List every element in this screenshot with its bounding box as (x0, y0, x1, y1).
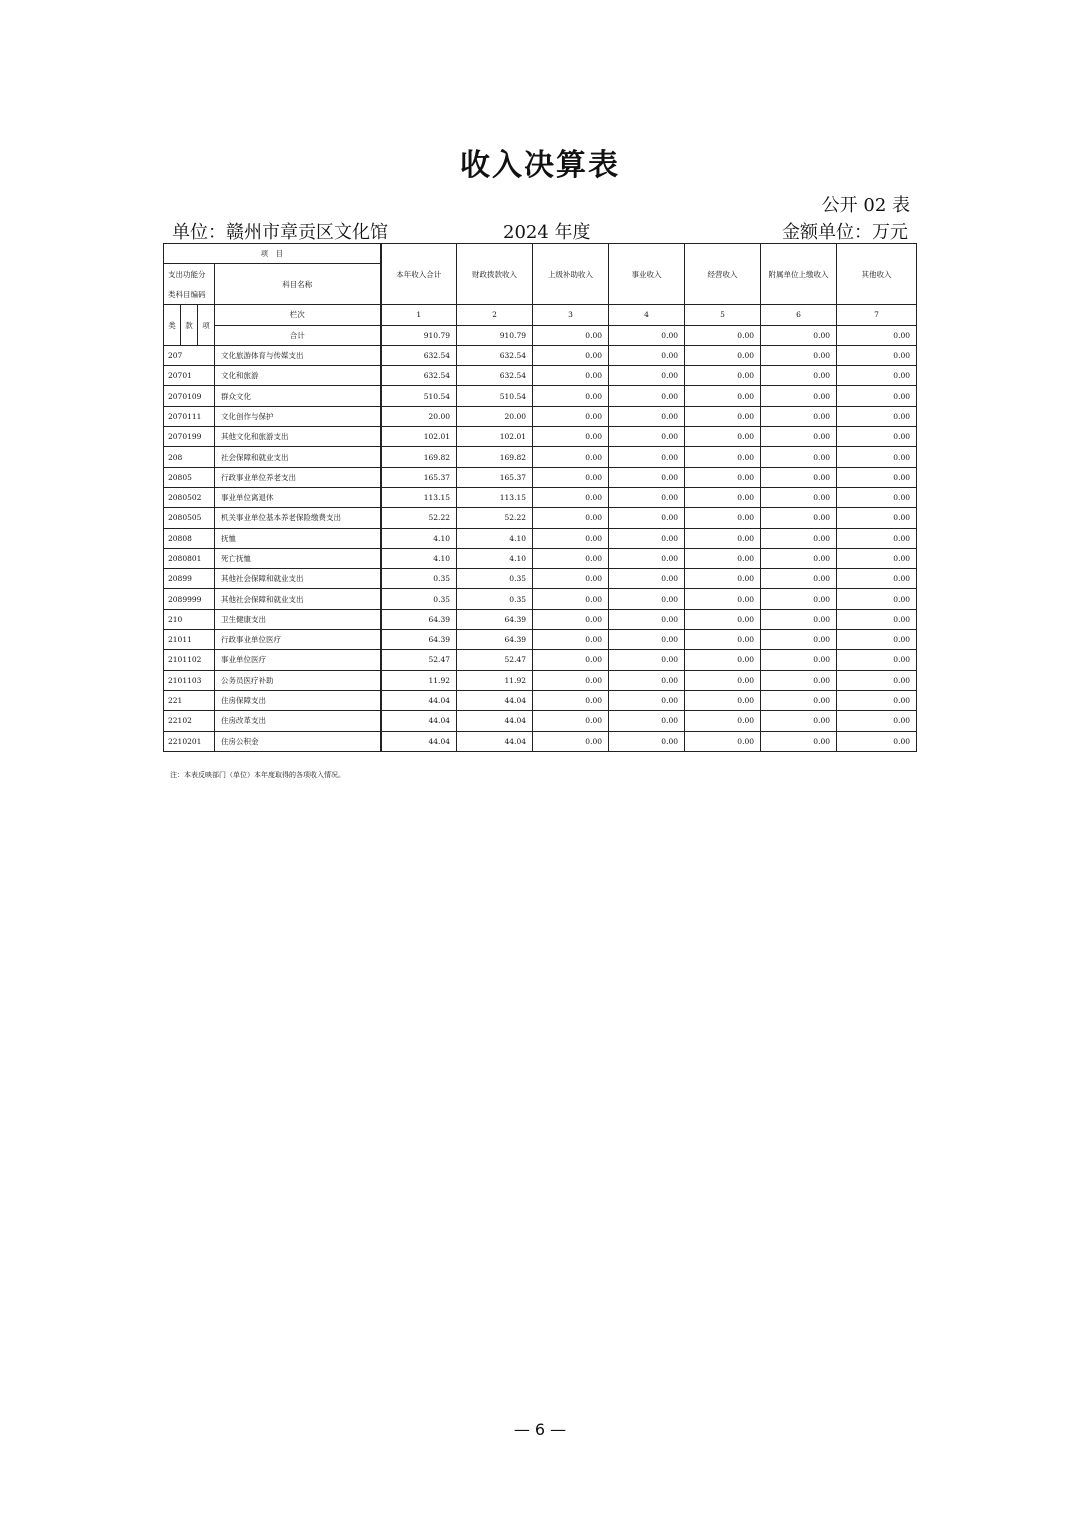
value-cell: 0.00 (609, 467, 685, 487)
value-cell: 0.00 (837, 406, 917, 426)
value-cell: 0.00 (761, 427, 837, 447)
value-cell: 0.00 (761, 630, 837, 650)
value-cell: 0.00 (761, 386, 837, 406)
value-cell: 20.00 (457, 406, 533, 426)
value-cell: 0.00 (761, 406, 837, 426)
func-code-header-2: 类科目编码 (164, 284, 215, 305)
value-cell: 0.00 (533, 548, 609, 568)
income-table (163, 243, 917, 752)
value-cell: 0.00 (533, 487, 609, 507)
col-number: 7 (837, 305, 917, 325)
subject-name-cell: 住房公积金 (215, 731, 381, 751)
value-cell: 0.00 (609, 731, 685, 751)
value-cell: 0.00 (609, 711, 685, 731)
func-code-cell: 210 (164, 609, 215, 629)
value-cell: 0.00 (685, 427, 761, 447)
subject-name-header: 科目名称 (215, 264, 381, 305)
value-cell: 0.00 (837, 386, 917, 406)
subject-name-cell: 事业单位离退休 (215, 487, 381, 507)
func-code-cell: 2080505 (164, 508, 215, 528)
page-number: — 6 — (513, 1420, 567, 1439)
value-cell: 632.54 (381, 366, 457, 386)
value-cell: 0.00 (761, 548, 837, 568)
value-cell: 510.54 (381, 386, 457, 406)
unit-label: 单位：赣州市章贡区文化馆 (172, 222, 388, 243)
value-cell: 0.35 (457, 589, 533, 609)
table-row (164, 630, 917, 650)
value-cell: 0.00 (837, 650, 917, 670)
total-label: 合计 (215, 325, 381, 345)
col-number: 6 (761, 305, 837, 325)
func-code-cell: 20899 (164, 569, 215, 589)
value-cell: 0.00 (609, 406, 685, 426)
table-row (164, 548, 917, 568)
total-value: 0.00 (609, 325, 685, 345)
value-cell: 0.00 (533, 467, 609, 487)
value-cell: 0.00 (609, 447, 685, 467)
page-title: 收入决算表 (460, 148, 620, 183)
value-cell: 0.00 (685, 487, 761, 507)
func-code-cell: 22102 (164, 711, 215, 731)
value-cell: 0.00 (685, 690, 761, 710)
value-cell: 4.10 (381, 528, 457, 548)
subject-name-cell: 行政事业单位医疗 (215, 630, 381, 650)
table-row (164, 690, 917, 710)
value-cell: 44.04 (457, 690, 533, 710)
value-cell: 0.00 (837, 569, 917, 589)
value-cell: 64.39 (381, 609, 457, 629)
func-code-cell: 21011 (164, 630, 215, 650)
value-cell: 0.00 (761, 345, 837, 365)
col-number: 3 (533, 305, 609, 325)
value-cell: 4.10 (381, 548, 457, 568)
col-number: 1 (381, 305, 457, 325)
value-cell: 0.00 (761, 609, 837, 629)
value-cell: 11.92 (381, 670, 457, 690)
col-header: 附属单位上缴收入 (761, 244, 837, 305)
col-number: 5 (685, 305, 761, 325)
value-cell: 0.00 (609, 630, 685, 650)
value-cell: 113.15 (381, 487, 457, 507)
subject-name-cell: 行政事业单位养老支出 (215, 467, 381, 487)
table-row (164, 447, 917, 467)
value-cell: 0.00 (685, 731, 761, 751)
year-label: 2024 年度 (503, 222, 591, 243)
table-row (164, 609, 917, 629)
value-cell: 0.00 (685, 366, 761, 386)
subject-name-cell: 群众文化 (215, 386, 381, 406)
table-row (164, 508, 917, 528)
value-cell: 64.39 (457, 609, 533, 629)
value-cell: 0.00 (837, 609, 917, 629)
value-cell: 44.04 (381, 731, 457, 751)
value-cell: 0.00 (761, 731, 837, 751)
table-row (164, 487, 917, 507)
table-row (164, 406, 917, 426)
value-cell: 0.00 (533, 366, 609, 386)
xiang-header: 项 (198, 305, 215, 346)
value-cell: 0.00 (837, 528, 917, 548)
subject-name-cell: 文化旅游体育与传媒支出 (215, 345, 381, 365)
value-cell: 0.00 (609, 609, 685, 629)
func-code-cell: 2210201 (164, 731, 215, 751)
table-row (164, 569, 917, 589)
value-cell: 0.00 (609, 528, 685, 548)
value-cell: 44.04 (381, 690, 457, 710)
table-row (164, 467, 917, 487)
value-cell: 0.00 (609, 650, 685, 670)
col-header: 经营收入 (685, 244, 761, 305)
value-cell: 0.00 (685, 345, 761, 365)
value-cell: 0.00 (533, 690, 609, 710)
value-cell: 0.00 (761, 447, 837, 467)
col-header: 财政拨款收入 (457, 244, 533, 305)
value-cell: 52.47 (457, 650, 533, 670)
value-cell: 0.00 (837, 589, 917, 609)
value-cell: 52.47 (381, 650, 457, 670)
value-cell: 0.00 (609, 345, 685, 365)
table-row (164, 366, 917, 386)
value-cell: 0.00 (609, 487, 685, 507)
value-cell: 0.00 (761, 366, 837, 386)
value-cell: 0.00 (837, 366, 917, 386)
value-cell: 0.00 (761, 528, 837, 548)
subject-name-cell: 住房保障支出 (215, 690, 381, 710)
value-cell: 0.00 (837, 731, 917, 751)
table-row (164, 427, 917, 447)
value-cell: 632.54 (457, 366, 533, 386)
total-value: 0.00 (533, 325, 609, 345)
value-cell: 0.00 (685, 528, 761, 548)
total-row (164, 325, 917, 345)
func-code-cell: 20808 (164, 528, 215, 548)
func-code-header: 支出功能分 (164, 264, 215, 285)
value-cell: 0.00 (685, 609, 761, 629)
value-cell: 0.00 (837, 345, 917, 365)
value-cell: 0.00 (837, 690, 917, 710)
value-cell: 0.35 (381, 569, 457, 589)
value-cell: 0.35 (457, 569, 533, 589)
subject-name-cell: 死亡抚恤 (215, 548, 381, 568)
table-row (164, 345, 917, 365)
subject-name-cell: 其他社会保障和就业支出 (215, 569, 381, 589)
value-cell: 165.37 (381, 467, 457, 487)
func-code-cell: 2070111 (164, 406, 215, 426)
table-row (164, 386, 917, 406)
subject-name-cell: 抚恤 (215, 528, 381, 548)
value-cell: 52.22 (381, 508, 457, 528)
value-cell: 64.39 (457, 630, 533, 650)
subject-name-cell: 其他文化和旅游支出 (215, 427, 381, 447)
value-cell: 0.00 (761, 670, 837, 690)
table-note: 注：本表反映部门（单位）本年度取得的各项收入情况。 (170, 771, 345, 779)
subject-name-cell: 机关事业单位基本养老保险缴费支出 (215, 508, 381, 528)
value-cell: 0.00 (685, 447, 761, 467)
value-cell: 0.00 (685, 548, 761, 568)
value-cell: 169.82 (457, 447, 533, 467)
value-cell: 0.00 (533, 731, 609, 751)
value-cell: 0.00 (609, 690, 685, 710)
func-code-cell: 20805 (164, 467, 215, 487)
value-cell: 0.00 (609, 508, 685, 528)
value-cell: 0.00 (533, 609, 609, 629)
value-cell: 0.00 (533, 447, 609, 467)
value-cell: 0.00 (609, 670, 685, 690)
value-cell: 0.00 (837, 548, 917, 568)
value-cell: 4.10 (457, 528, 533, 548)
total-value: 0.00 (837, 325, 917, 345)
value-cell: 0.00 (533, 569, 609, 589)
lanci-header: 栏次 (215, 305, 381, 325)
value-cell: 0.00 (533, 345, 609, 365)
value-cell: 0.00 (685, 650, 761, 670)
value-cell: 510.54 (457, 386, 533, 406)
subject-name-cell: 文化和旅游 (215, 366, 381, 386)
value-cell: 0.00 (837, 447, 917, 467)
total-value: 910.79 (457, 325, 533, 345)
value-cell: 11.92 (457, 670, 533, 690)
value-cell: 0.00 (533, 427, 609, 447)
func-code-cell: 2080801 (164, 548, 215, 568)
value-cell: 0.00 (609, 427, 685, 447)
value-cell: 0.00 (837, 508, 917, 528)
value-cell: 20.00 (381, 406, 457, 426)
func-code-cell: 208 (164, 447, 215, 467)
kuan-header: 款 (181, 305, 198, 346)
col-header: 其他收入 (837, 244, 917, 305)
value-cell: 0.00 (685, 406, 761, 426)
value-cell: 0.00 (761, 650, 837, 670)
func-code-cell: 20701 (164, 366, 215, 386)
value-cell: 0.00 (609, 569, 685, 589)
project-header: 项 目 (164, 244, 381, 264)
value-cell: 632.54 (457, 345, 533, 365)
value-cell: 113.15 (457, 487, 533, 507)
value-cell: 0.00 (761, 487, 837, 507)
value-cell: 0.00 (533, 386, 609, 406)
value-cell: 0.00 (533, 528, 609, 548)
func-code-cell: 2101103 (164, 670, 215, 690)
table-row (164, 731, 917, 751)
func-code-cell: 2070109 (164, 386, 215, 406)
value-cell: 0.00 (761, 690, 837, 710)
value-cell: 44.04 (457, 711, 533, 731)
col-header: 事业收入 (609, 244, 685, 305)
col-number: 4 (609, 305, 685, 325)
value-cell: 0.00 (685, 508, 761, 528)
value-cell: 0.00 (761, 467, 837, 487)
value-cell: 0.00 (761, 589, 837, 609)
subject-name-cell: 住房改革支出 (215, 711, 381, 731)
value-cell: 0.00 (685, 569, 761, 589)
value-cell: 102.01 (457, 427, 533, 447)
table-row (164, 589, 917, 609)
lei-header: 类 (164, 305, 181, 346)
value-cell: 0.35 (381, 589, 457, 609)
value-cell: 0.00 (609, 548, 685, 568)
subject-name-cell: 公务员医疗补助 (215, 670, 381, 690)
value-cell: 0.00 (533, 711, 609, 731)
table-row (164, 711, 917, 731)
func-code-cell: 2101102 (164, 650, 215, 670)
value-cell: 0.00 (533, 670, 609, 690)
value-cell: 0.00 (837, 467, 917, 487)
value-cell: 0.00 (761, 569, 837, 589)
subject-name-cell: 其他社会保障和就业支出 (215, 589, 381, 609)
table-row (164, 650, 917, 670)
subject-name-cell: 社会保障和就业支出 (215, 447, 381, 467)
value-cell: 0.00 (685, 630, 761, 650)
value-cell: 0.00 (685, 670, 761, 690)
value-cell: 0.00 (837, 670, 917, 690)
value-cell: 0.00 (609, 366, 685, 386)
value-cell: 0.00 (533, 630, 609, 650)
value-cell: 0.00 (533, 508, 609, 528)
total-value: 910.79 (381, 325, 457, 345)
subject-name-cell: 文化创作与保护 (215, 406, 381, 426)
col-header: 本年收入合计 (381, 244, 457, 305)
value-cell: 44.04 (381, 711, 457, 731)
money-unit: 金额单位：万元 (782, 222, 908, 243)
func-code-cell: 221 (164, 690, 215, 710)
value-cell: 0.00 (685, 711, 761, 731)
value-cell: 0.00 (837, 630, 917, 650)
func-code-cell: 2080502 (164, 487, 215, 507)
value-cell: 0.00 (761, 711, 837, 731)
subject-name-cell: 卫生健康支出 (215, 609, 381, 629)
value-cell: 0.00 (837, 711, 917, 731)
value-cell: 44.04 (457, 731, 533, 751)
value-cell: 0.00 (685, 386, 761, 406)
value-cell: 0.00 (533, 406, 609, 426)
value-cell: 0.00 (685, 589, 761, 609)
value-cell: 0.00 (533, 650, 609, 670)
value-cell: 0.00 (533, 589, 609, 609)
func-code-cell: 2070199 (164, 427, 215, 447)
value-cell: 0.00 (609, 386, 685, 406)
col-header: 上级补助收入 (533, 244, 609, 305)
value-cell: 52.22 (457, 508, 533, 528)
col-number: 2 (457, 305, 533, 325)
func-code-cell: 2089999 (164, 589, 215, 609)
subject-name-cell: 事业单位医疗 (215, 650, 381, 670)
form-number: 公开 02 表 (821, 195, 910, 216)
value-cell: 102.01 (381, 427, 457, 447)
value-cell: 0.00 (609, 589, 685, 609)
total-value: 0.00 (685, 325, 761, 345)
value-cell: 4.10 (457, 548, 533, 568)
value-cell: 632.54 (381, 345, 457, 365)
table-row (164, 670, 917, 690)
value-cell: 0.00 (685, 467, 761, 487)
value-cell: 64.39 (381, 630, 457, 650)
table-row (164, 528, 917, 548)
value-cell: 0.00 (837, 487, 917, 507)
value-cell: 0.00 (761, 508, 837, 528)
func-code-cell: 207 (164, 345, 215, 365)
total-value: 0.00 (761, 325, 837, 345)
value-cell: 169.82 (381, 447, 457, 467)
value-cell: 0.00 (837, 427, 917, 447)
value-cell: 165.37 (457, 467, 533, 487)
